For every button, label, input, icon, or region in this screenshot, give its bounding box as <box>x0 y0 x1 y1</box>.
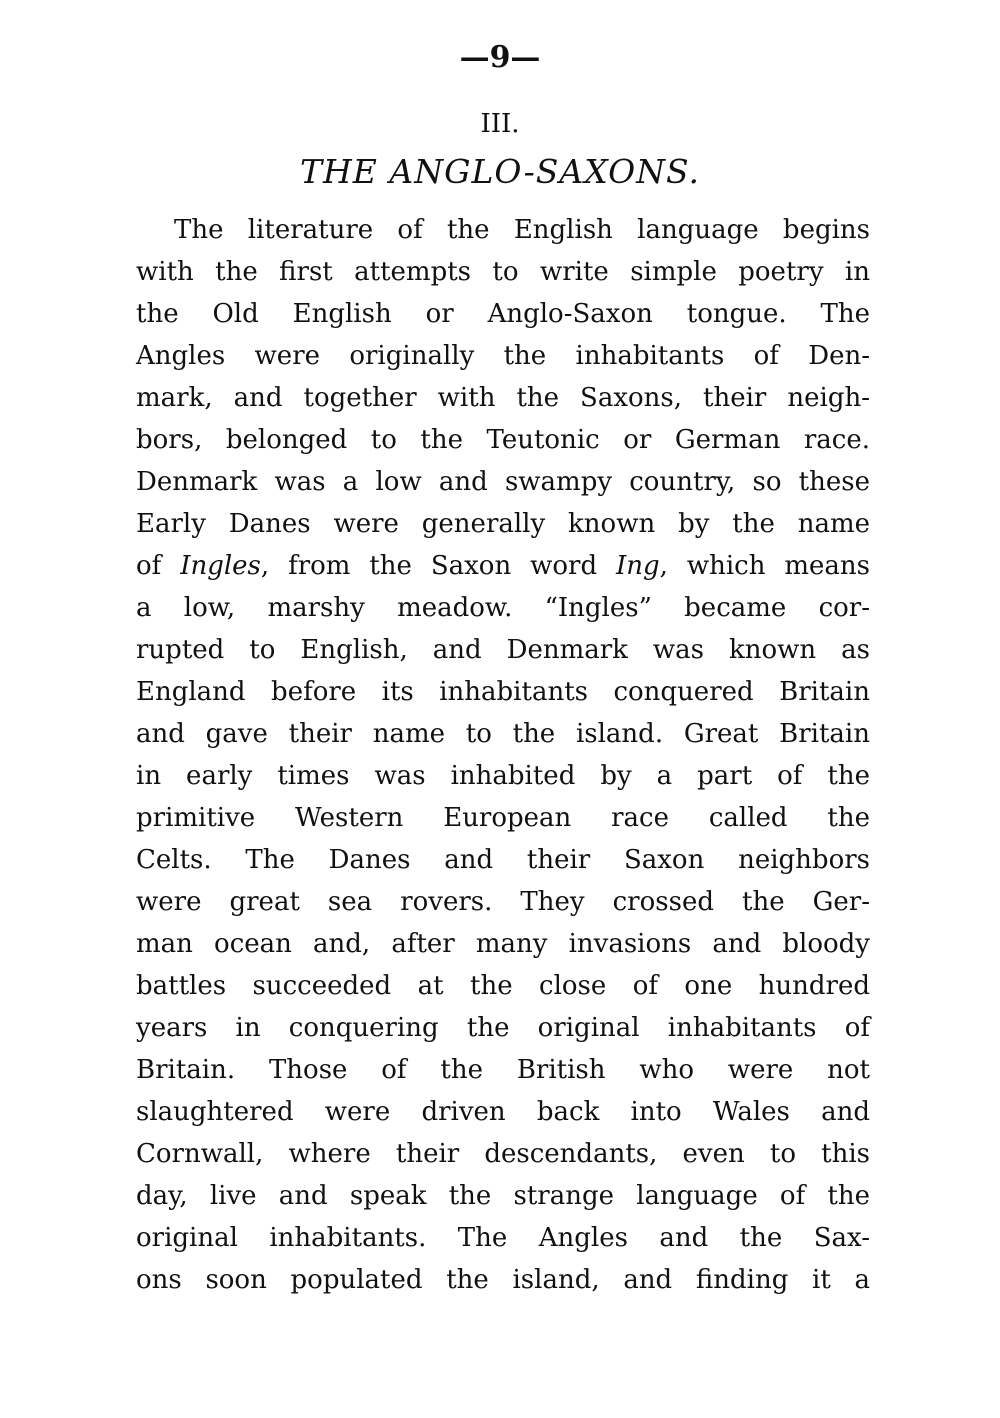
text-line: original inhabitants. The Angles and the Sax- <box>136 1223 870 1253</box>
text-line: primitive Western European race called the <box>136 803 870 833</box>
text-line: bors, belonged to the Teutonic or German race. <box>136 425 870 455</box>
italic-word-ingles: Ingles <box>180 551 261 581</box>
text-line: Angles were originally the inhabitants of Den- <box>136 341 870 371</box>
text-line: The literature of the English language begins <box>174 215 870 245</box>
text-segment: of <box>136 551 181 581</box>
text-line: Celts. The Danes and their Saxon neighbors <box>136 845 870 875</box>
text-line: and gave their name to the island. Great Britain <box>136 719 870 749</box>
text-line: day, live and speak the strange language of the <box>136 1181 870 1211</box>
text-segment: , from the Saxon word <box>260 551 616 581</box>
text-line: ons soon populated the island, and finding it a <box>136 1265 870 1295</box>
text-line: Denmark was a low and swampy country, so these <box>136 467 870 497</box>
text-line: slaughtered were driven back into Wales and <box>136 1097 870 1127</box>
chapter-number: III. <box>480 109 520 139</box>
chapter-title: THE ANGLO-SAXONS. <box>300 152 700 191</box>
text-line: mark, and together with the Saxons, their neigh- <box>136 383 870 413</box>
text-line: in early times was inhabited by a part of the <box>136 761 870 791</box>
text-line: Early Danes were generally known by the name <box>136 509 870 539</box>
text-line: the Old English or Anglo-Saxon tongue. The <box>136 299 870 329</box>
text-line-with-italics <box>136 545 870 587</box>
text-line: years in conquering the original inhabitants of <box>136 1013 870 1043</box>
text-line: Britain. Those of the British who were not <box>136 1055 870 1085</box>
page-number: —9— <box>459 40 541 75</box>
text-line: rupted to English, and Denmark was known as <box>136 635 870 665</box>
text-line: battles succeeded at the close of one hundred <box>136 971 870 1001</box>
text-line: man ocean and, after many invasions and bloody <box>136 929 870 959</box>
text-line: were great sea rovers. They crossed the Ger- <box>136 887 870 917</box>
italic-word-ing: Ing <box>616 551 660 581</box>
text-line: Cornwall, where their descendants, even to this <box>136 1139 870 1169</box>
text-line: a low, marshy meadow. “Ingles” became cor- <box>136 593 870 623</box>
text-line: with the first attempts to write simple poetry in <box>136 257 870 287</box>
text-segment: , which means <box>659 551 870 581</box>
body-text <box>136 209 870 1301</box>
text-line: England before its inhabitants conquered Britain <box>136 677 870 707</box>
